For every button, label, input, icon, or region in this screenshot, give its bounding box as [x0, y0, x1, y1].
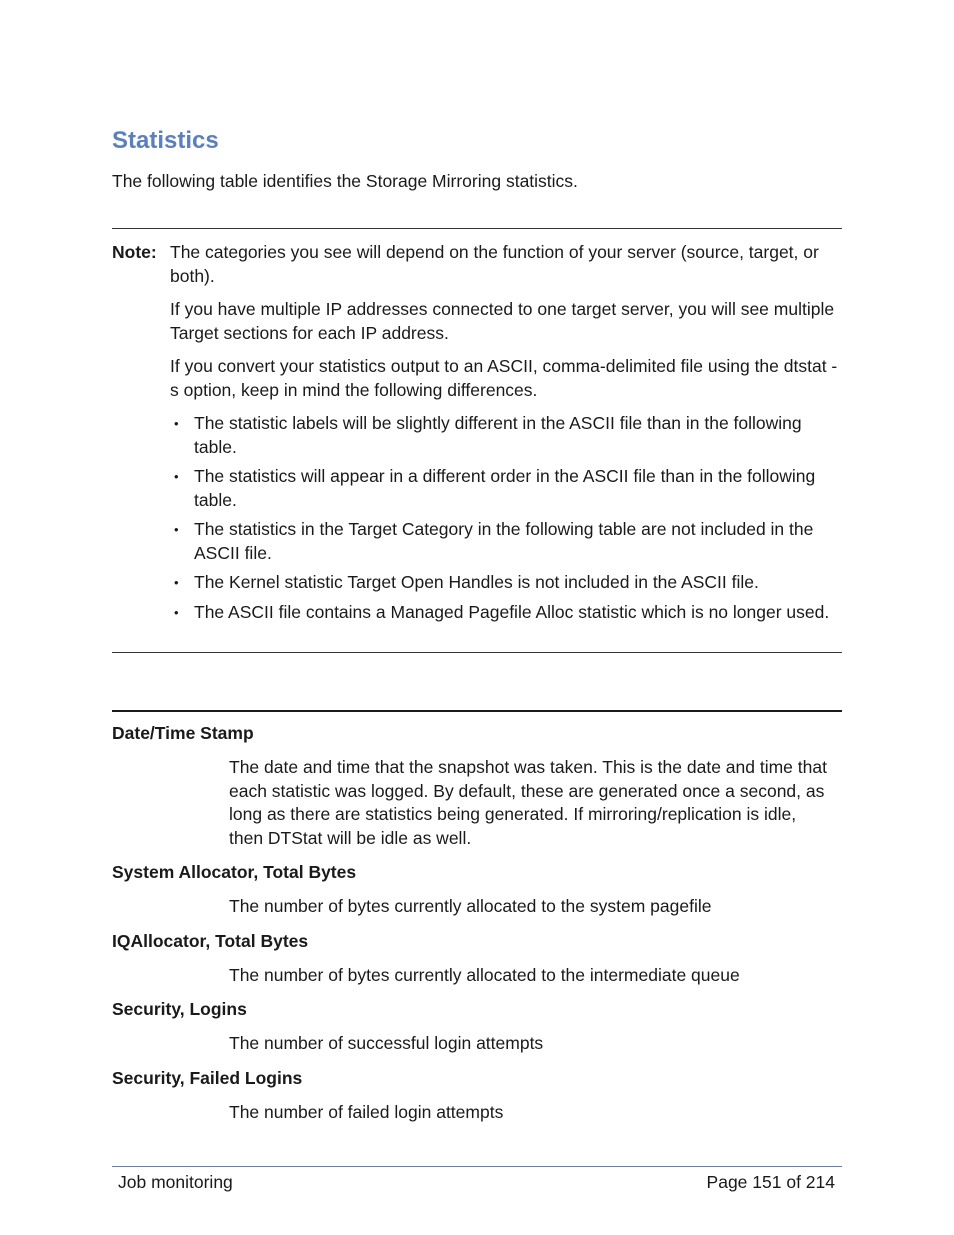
definition-description: The date and time that the snapshot was taken. This is the date and time that each statistic was logged. By default, these are generated once a second, as long as there are statistics being generated. If mirroring/replication is idle, then DTStat will be idle as well.: [229, 757, 827, 848]
note-bullet-list: [170, 412, 840, 624]
bullet-icon: •: [174, 469, 179, 484]
section-title: Statistics: [112, 127, 219, 154]
bullet-icon: •: [174, 416, 179, 431]
bullet-icon: •: [174, 604, 179, 620]
definition-description: The number of failed login attempts: [229, 1101, 504, 1122]
definition-term: System Allocator, Total Bytes: [112, 862, 357, 882]
definition-description: The number of bytes currently allocated to the intermediate queue: [229, 964, 740, 985]
note-bullet-text: The statistics in the Target Category in the following table are not included in the ASCII file.: [194, 519, 814, 563]
definition-term: Date/Time Stamp: [112, 723, 254, 743]
note-bullet-item: [170, 412, 840, 459]
note-paragraph: If you convert your statistics output to an ASCII, comma-delimited file using the dtstat -s option, keep in mind the following differences.: [170, 356, 838, 400]
section-intro: The following table identifies the Storage Mirroring statistics.: [112, 171, 578, 191]
footer-chapter: Job monitoring: [118, 1172, 233, 1192]
footer-page-number: Page 151 of 214: [706, 1172, 835, 1192]
note-bullet-item: [170, 601, 840, 625]
note-paragraph: The categories you see will depend on the function of your server (source, target, or both).: [170, 242, 819, 286]
definition-description: The number of bytes currently allocated to the system pagefile: [229, 896, 712, 916]
definitions-top-rule: [112, 710, 842, 712]
definition-description: The number of successful login attempts: [229, 1033, 544, 1053]
definition-term: Security, Failed Logins: [112, 1067, 303, 1088]
bullet-icon: •: [174, 575, 179, 590]
note-bullet-text: The statistics will appear in a different order in the ASCII file than in the following table.: [194, 466, 816, 510]
note-bullet-item: [170, 571, 840, 595]
note-bullet-item: [170, 465, 840, 512]
note-paragraph: If you have multiple IP addresses connected to one target server, you will see multiple Target sections for each IP address.: [170, 299, 835, 343]
definition-list: [112, 722, 842, 1135]
note-box: [112, 228, 842, 653]
note-bullet-text: The Kernel statistic Target Open Handles is not included in the ASCII file.: [194, 572, 759, 592]
bullet-icon: •: [174, 522, 179, 537]
footer-rule: [112, 1166, 842, 1167]
note-bullet-text: The ASCII file contains a Managed Pagefile Alloc statistic which is no longer used.: [194, 601, 830, 622]
note-label: Note:: [112, 242, 157, 262]
note-bullet-item: [170, 518, 840, 565]
definition-term: IQAllocator, Total Bytes: [112, 930, 309, 951]
note-bullet-text: The statistic labels will be slightly different in the ASCII file than in the following table.: [194, 413, 802, 457]
definition-term: Security, Logins: [112, 999, 247, 1019]
note-body: [170, 241, 840, 630]
